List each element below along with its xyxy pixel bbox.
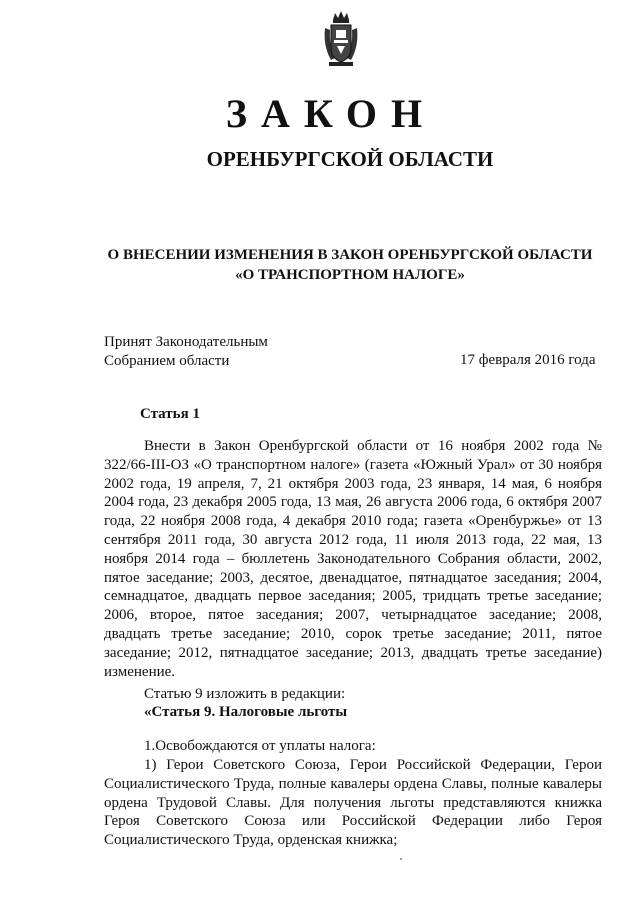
law-heading [100,245,600,285]
scan-speck [400,858,402,860]
adoption-line2: Собранием области [104,353,230,369]
document-subtitle: ОРЕНБУРГСКОЙ ОБЛАСТИ [206,147,494,171]
exemption-item-1: 1) Герои Советского Союза, Герои Российской Федерации, Герои Социалистического Труда, полные кавалеры ордена Славы, полные кавалеры ордена Трудовой Славы. Для получения льготы представляются книжка Героя Советского Союза или Российской Федерации либо Героя Социалистического Труда, орденская книжка; [104,757,602,849]
article-label: Статья 1 [140,406,200,422]
adoption-line1: Принят Законодательным [104,334,268,350]
exemption-intro: 1.Освобождаются от уплаты налога: [144,738,376,754]
document-title: ЗАКОН [225,91,437,136]
article9-title: «Статья 9. Налоговые льготы [144,704,348,720]
statement-paragraph: Статью 9 изложить в редакции: [144,686,346,702]
adoption-note [104,333,268,371]
law-heading-line1: О ВНЕСЕНИИ ИЗМЕНЕНИЯ В ЗАКОН ОРЕНБУРГСКОЙ ОБЛАСТИ [107,247,593,263]
adoption-date: 17 февраля 2016 года [460,352,596,368]
article-paragraph: Внести в Закон Оренбургской области от 16 ноября 2002 года № 322/66-III-ОЗ «О транспортном налоге» (газета «Южный Урал» от 30 ноября 2002 года, 19 апреля, 7, 21 октября 2003 года, 23 января, 14 мая, 6 ноября 2004 года, 23 декабря 2005 года, 13 мая, 26 августа 2006 года, 6 октября 2007 года, 22 ноября 2008 года, 4 декабря 2010 года; газета «Оренбуржье» от 13 сентября 2011 года, 30 августа 2012 года, 11 июля 2013 года, 22 мая, 13 ноября 2014 года – бюллетень Законодательного Собрания области, 2002, пятое заседание; 2003, десятое, двенадцатое, пятнадцатое заседания; 2004, семнадцатое, двадцать первое заседания; 2005, тридцать третье заседание; 2006, второе, пятое заседания; 2007, четырнадцатое заседание; 2008, двадцать третье заседание; 2010, сорок третье заседание; 2011, пятое заседание; 2012, пятнадцатое заседание; 2013, двадцать третье заседание) изменение. [104,438,602,680]
law-heading-line2: «О ТРАНСПОРТНОМ НАЛОГЕ» [235,267,465,283]
coat-of-arms-icon [321,10,361,68]
